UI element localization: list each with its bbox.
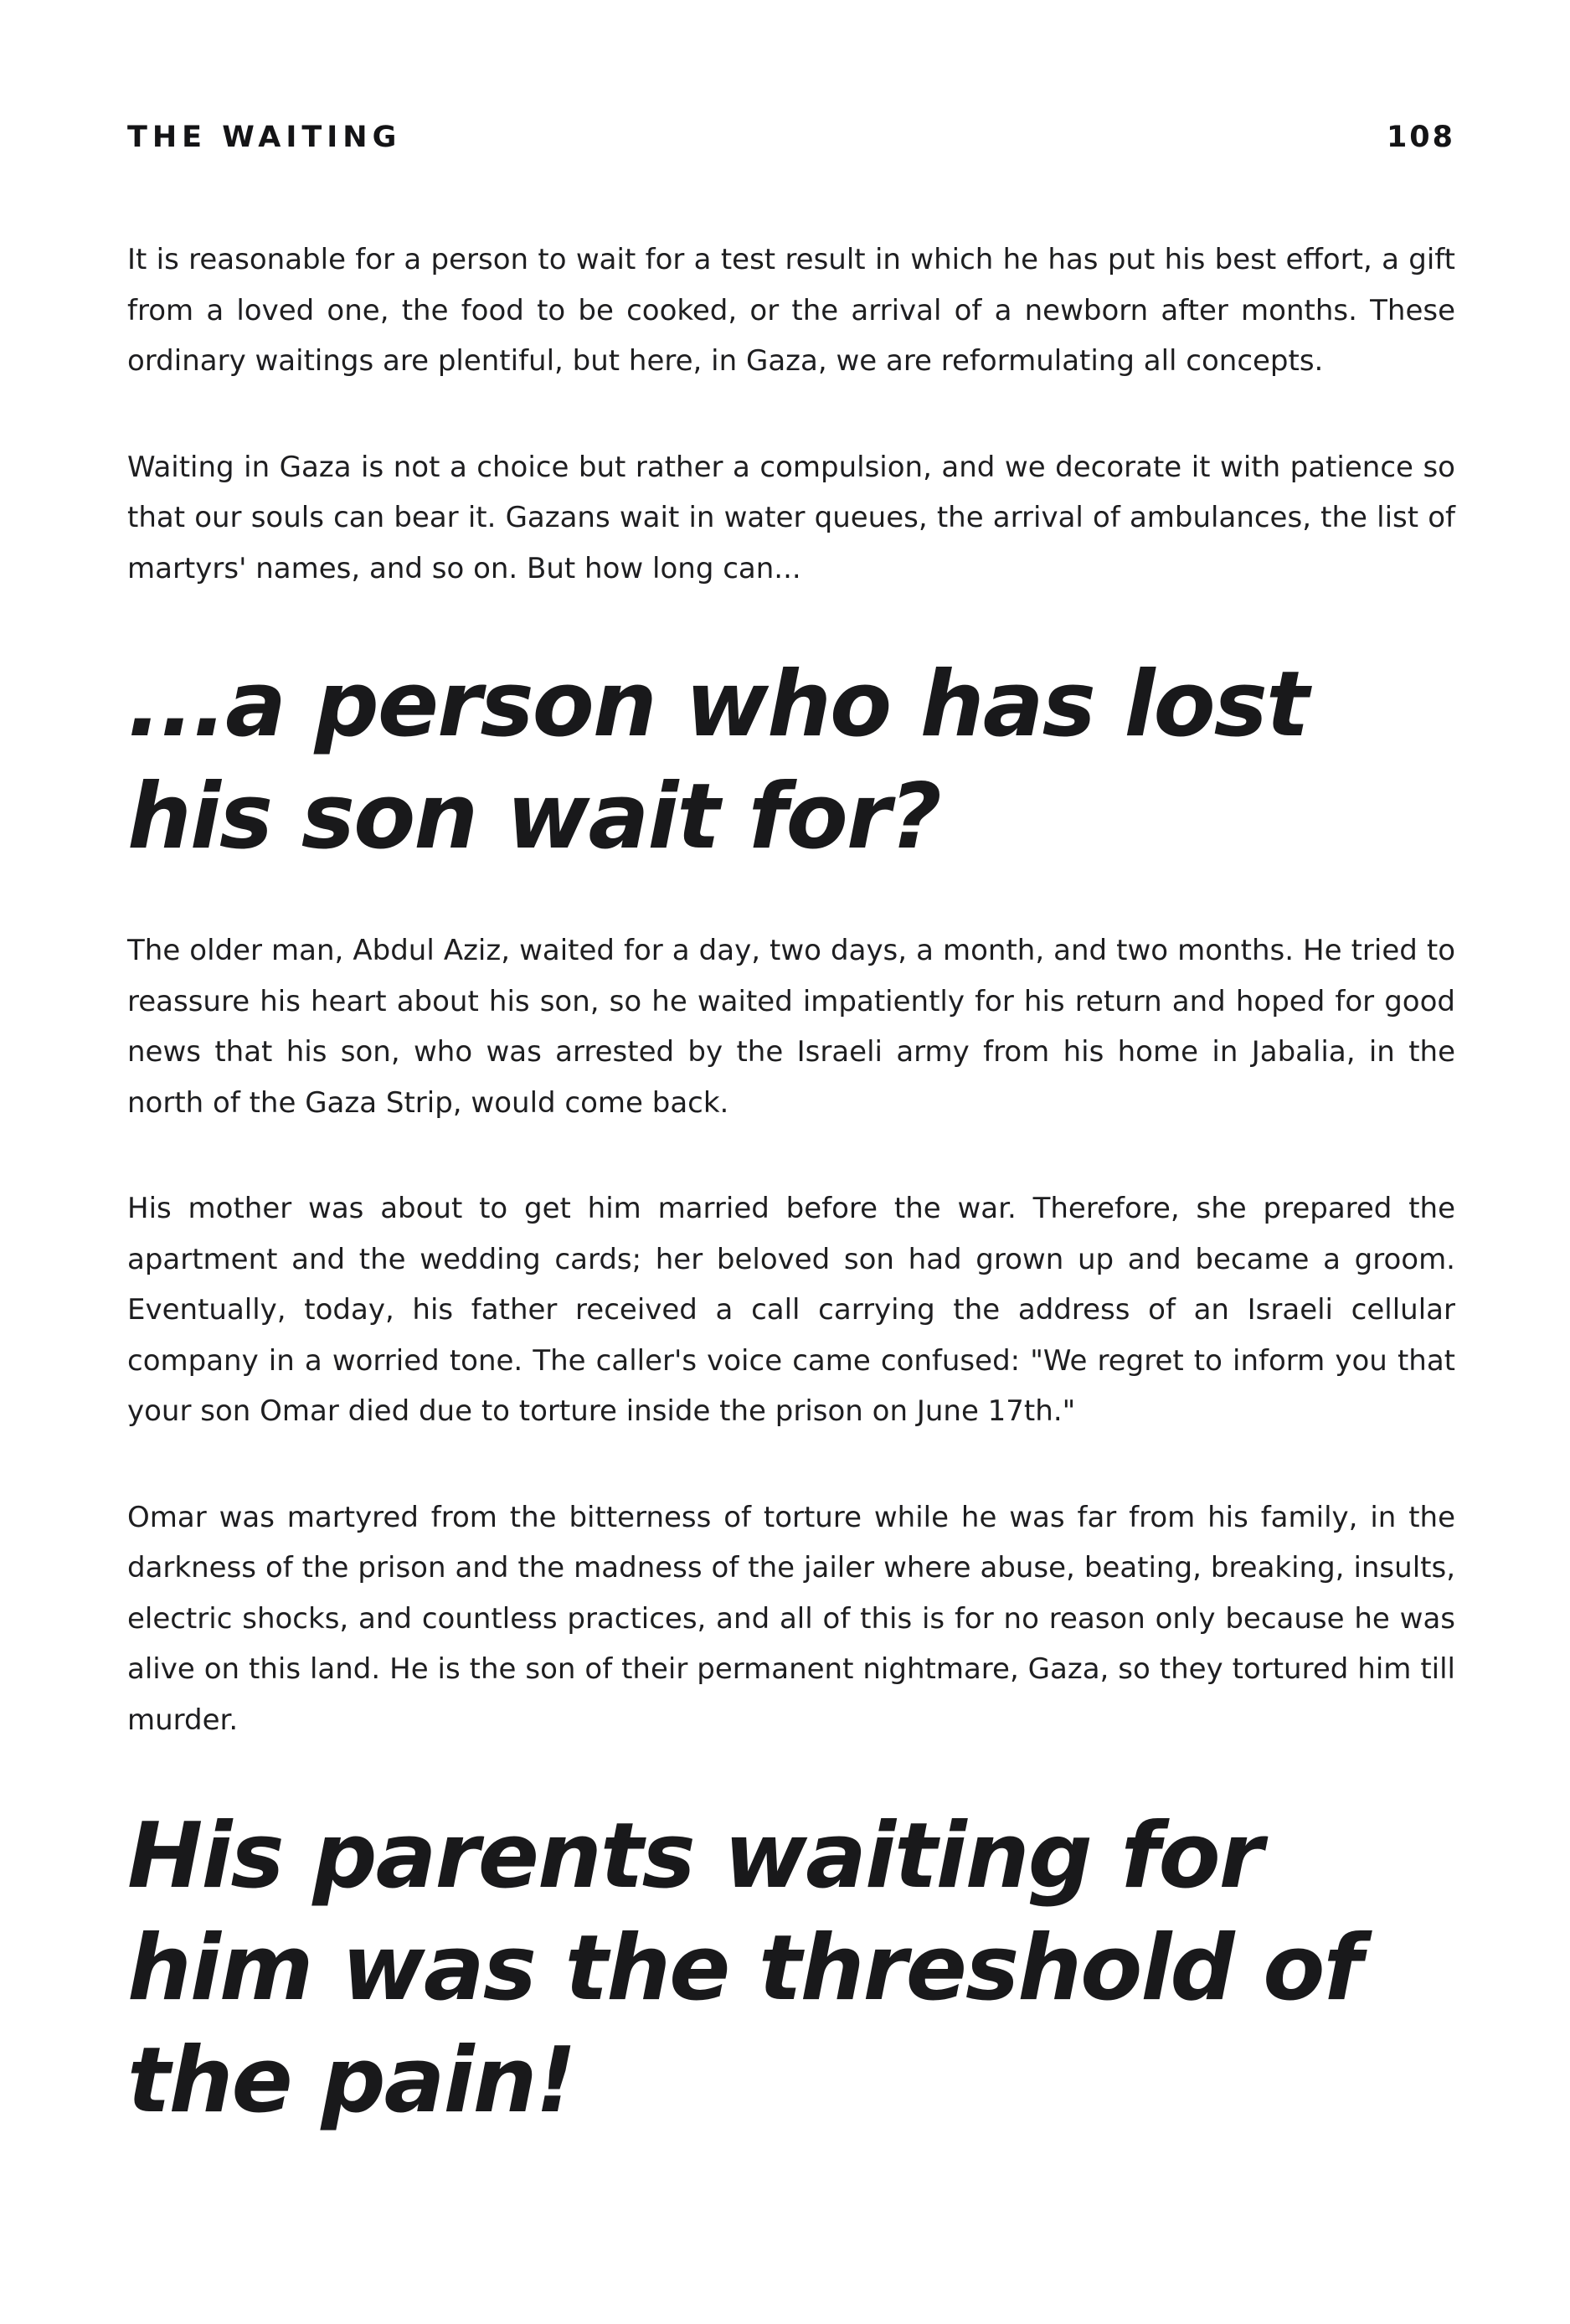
paragraph-4: His mother was about to get him married before the war. Therefore, she prepared the apartment and the wedding cards; her beloved son had grown up and became a groom. Eventually, today, his father received a call carrying the address of an Israeli cellular company in a worried tone. The caller's voice came confused: "We regret to inform you that your son Omar died due to torture inside the prison on June 17th." xyxy=(127,1192,1455,1428)
page-number: 108 xyxy=(1386,121,1455,154)
paragraph-2: Waiting in Gaza is not a choice but rather a compulsion, and we decorate it with patience so that our souls can bear it. Gazans wait in water queues, the arrival of ambulances, the list of martyrs' names, and so on. But how long can... xyxy=(127,450,1455,585)
running-header xyxy=(127,117,1455,157)
document-page xyxy=(127,0,1455,2324)
paragraph-5: Omar was martyred from the bitterness of torture while he was far from his family, in the darkness of the prison and the madness of the jailer where abuse, beating, breaking, insults, electric shocks, and countless practices, and all of this is for no reason only because he was alive on this land. He is the son of their permanent nightmare, Gaza, so they tortured him till murder. xyxy=(127,1500,1455,1737)
paragraph-3: The older man, Abdul Aziz, waited for a day, two days, a month, and two months. He tried to reassure his heart about his son, so he waited impatiently for his return and hoped for good news that his son, who was arrested by the Israeli army from his home in Jabalia, in the north of the Gaza Strip, would come back. xyxy=(127,934,1455,1120)
pull-quote-1: ...a person who has lost his son wait for? xyxy=(127,652,1308,869)
paragraph-1: It is reasonable for a person to wait for a test result in which he has put his best effort, a gift from a loved one, the food to be cooked, or the arrival of a newborn after months. These ordinary waitings are plentiful, but here, in Gaza, we are reformulating all concepts. xyxy=(127,243,1455,378)
pull-quote-2: His parents waiting for him was the threshold of the pain! xyxy=(127,1804,1362,2133)
chapter-title: THE WAITING xyxy=(127,121,402,154)
article-body xyxy=(127,234,1455,2187)
